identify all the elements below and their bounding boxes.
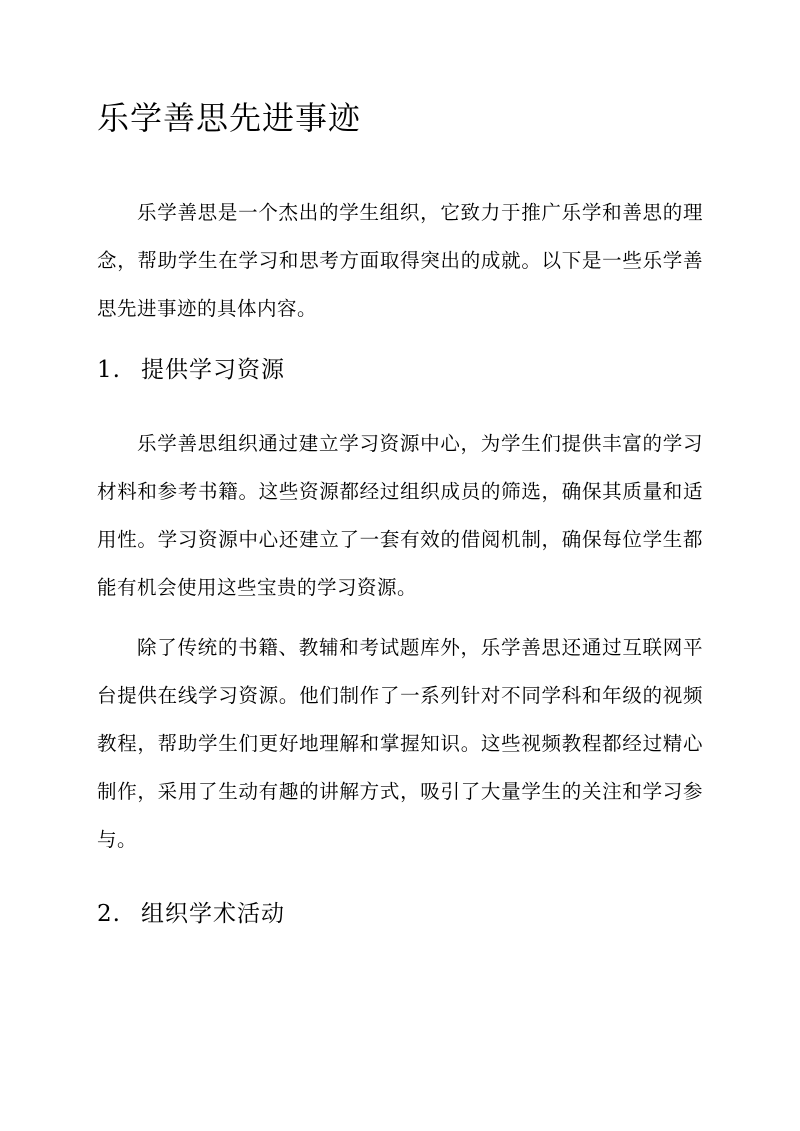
- intro-paragraph: 乐学善思是一个杰出的学生组织，它致力于推广乐学和善思的理念，帮助学生在学习和思考方面取得突出的成就。以下是一些乐学善思先进事迹的具体内容。: [97, 201, 703, 320]
- section-heading-text: 提供学习资源: [141, 357, 285, 383]
- section-heading-1: [97, 353, 285, 387]
- section-number: 2.: [97, 901, 121, 927]
- section-heading-text: 组织学术活动: [141, 901, 285, 927]
- section-1-paragraph-2: 除了传统的书籍、教辅和考试题库外，乐学善思还通过互联网平台提供在线学习资源。他们制作了一系列针对不同学科和年级的视频教程，帮助学生们更好地理解和掌握知识。这些视频教程都经过精心制作，采用了生动有趣的讲解方式，吸引了大量学生的关注和学习参与。: [97, 636, 703, 851]
- section-1-paragraph-1: 乐学善思组织通过建立学习资源中心，为学生们提供丰富的学习材料和参考书籍。这些资源都经过组织成员的筛选，确保其质量和适用性。学习资源中心还建立了一套有效的借阅机制，确保每位学生都能有机会使用这些宝贵的学习资源。: [97, 432, 703, 599]
- section-number: 1.: [97, 357, 121, 383]
- document-title: 乐学善思先进事迹: [97, 99, 362, 137]
- section-heading-2: [97, 897, 285, 931]
